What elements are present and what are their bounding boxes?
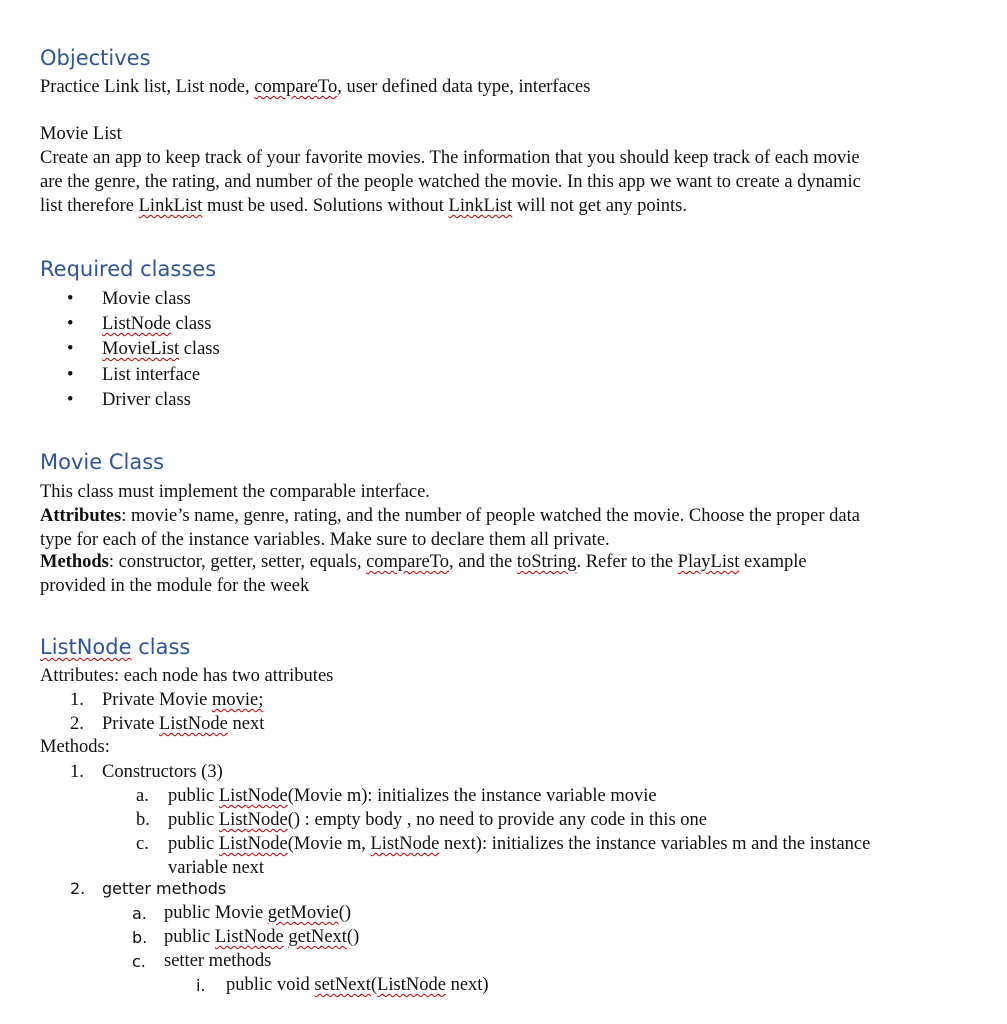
list-item: [102, 338, 220, 360]
text-run: class: [131, 635, 191, 659]
text-run: public void: [226, 975, 315, 995]
bullet-icon: •: [67, 314, 74, 334]
objectives-heading: Objectives: [40, 46, 151, 70]
list-number: 2.: [70, 879, 86, 898]
text-run: Practice Link list, List node,: [40, 77, 255, 97]
listnode-methods-intro: Methods:: [40, 737, 110, 757]
spellcheck-word: ListNode: [102, 314, 171, 334]
movie-list-line-3: [40, 195, 687, 217]
text-run: Private Movie: [102, 690, 212, 710]
bullet-icon: •: [67, 365, 74, 385]
text-run: class: [170, 314, 212, 334]
list-item: [164, 926, 359, 948]
movie-list-line-1: Create an app to keep track of your favorite movies. The information that you should keep track of each movie: [40, 148, 860, 168]
text-run: . Refer to the: [576, 552, 678, 572]
attributes-line-2: type for each of the instance variables. Make sure to declare them all private.: [40, 530, 610, 550]
spellcheck-word: getNext: [288, 927, 347, 947]
movie-class-line-1: This class must implement the comparable interface.: [40, 482, 430, 502]
list-item: [102, 689, 263, 711]
text-run: example: [739, 552, 807, 572]
text-run: , and the: [449, 552, 517, 572]
spellcheck-word: setNext: [314, 975, 371, 995]
list-item: [168, 809, 707, 831]
text-run: class: [179, 339, 220, 359]
spellcheck-word: ListNode: [159, 714, 228, 734]
list-item: setter methods: [164, 951, 272, 971]
methods-line-2: provided in the module for the week: [40, 576, 310, 596]
text-run: (Movie m,: [287, 834, 371, 854]
spellcheck-word: LinkList: [448, 196, 513, 216]
movie-list-line-2: are the genre, the rating, and number of the people watched the movie. In this app we want to create a dynamic: [40, 172, 861, 192]
text-run: (Movie m): initializes the instance variable movie: [287, 786, 657, 806]
text-run: list therefore: [40, 196, 139, 216]
list-letter: b.: [136, 810, 150, 830]
listnode-attributes-intro: Attributes: each node has two attributes: [40, 666, 334, 686]
spellcheck-word: MovieList: [102, 339, 180, 359]
spellcheck-word: compareTo: [366, 552, 450, 572]
text-run: public: [168, 810, 219, 830]
spellcheck-word: toString: [516, 552, 577, 572]
attributes-line-1: [40, 505, 860, 527]
list-letter: b.: [132, 928, 148, 947]
spellcheck-word: movie;: [211, 690, 264, 710]
list-item: [102, 313, 211, 335]
text-run: next: [227, 714, 265, 734]
movie-class-heading: Movie Class: [40, 450, 165, 474]
list-item: [164, 902, 351, 924]
spellcheck-word: compareTo: [254, 77, 338, 97]
spellcheck-word: ListNode: [214, 927, 284, 947]
list-item: Constructors (3): [102, 762, 223, 782]
list-item: List interface: [102, 365, 201, 385]
list-item: [226, 974, 489, 996]
list-letter: a.: [136, 786, 149, 806]
list-item: getter methods: [102, 879, 227, 898]
text-run: : movie’s name, genre, rating, and the number of people watched the movie. Choose the proper data: [121, 506, 860, 526]
spellcheck-word: getMovie: [267, 903, 339, 923]
spellcheck-word: ListNode: [40, 635, 132, 659]
list-letter: c.: [136, 834, 149, 854]
list-number: 1.: [70, 762, 84, 782]
spellcheck-word: ListNode: [218, 834, 288, 854]
list-item: Driver class: [102, 390, 191, 410]
methods-line-1: [40, 551, 807, 573]
movie-list-title: Movie List: [40, 124, 122, 144]
spellcheck-word: ListNode: [218, 810, 288, 830]
spellcheck-word: ListNode: [370, 834, 440, 854]
text-run: (: [370, 975, 378, 995]
text-run: (): [338, 903, 352, 923]
list-item-continuation: variable next: [168, 858, 265, 878]
spellcheck-word: LinkList: [138, 196, 203, 216]
text-run: next): initializes the instance variables m and the instance: [439, 834, 871, 854]
methods-label: Methods: [40, 552, 109, 572]
list-letter: c.: [132, 952, 146, 971]
objectives-text: [40, 76, 590, 98]
list-item: [102, 713, 264, 735]
text-run: (): [346, 927, 360, 947]
required-classes-heading: Required classes: [40, 257, 217, 281]
text-run: () : empty body , no need to provide any code in this one: [287, 810, 707, 830]
spellcheck-word: ListNode: [218, 786, 288, 806]
list-number: 2.: [70, 714, 84, 734]
bullet-icon: •: [67, 289, 74, 309]
text-run: public: [168, 834, 219, 854]
text-run: public Movie: [164, 903, 268, 923]
text-run: must be used. Solutions without: [202, 196, 449, 216]
text-run: public: [168, 786, 219, 806]
list-item: [168, 833, 870, 855]
list-item: Movie class: [102, 289, 191, 309]
listnode-class-heading: [40, 634, 190, 660]
attributes-label: Attributes: [40, 506, 122, 526]
text-run: will not get any points.: [512, 196, 687, 216]
text-run: : constructor, getter, setter, equals,: [108, 552, 367, 572]
list-roman: i.: [196, 976, 206, 995]
bullet-icon: •: [67, 390, 74, 410]
text-run: , user defined data type, interfaces: [337, 77, 591, 97]
bullet-icon: •: [67, 339, 74, 359]
spellcheck-word: ListNode: [377, 975, 446, 995]
text-run: next): [445, 975, 489, 995]
text-run: public: [164, 927, 215, 947]
list-number: 1.: [70, 690, 84, 710]
list-letter: a.: [132, 904, 147, 923]
text-run: Private: [102, 714, 160, 734]
spellcheck-word: PlayList: [677, 552, 740, 572]
list-item: [168, 785, 657, 807]
